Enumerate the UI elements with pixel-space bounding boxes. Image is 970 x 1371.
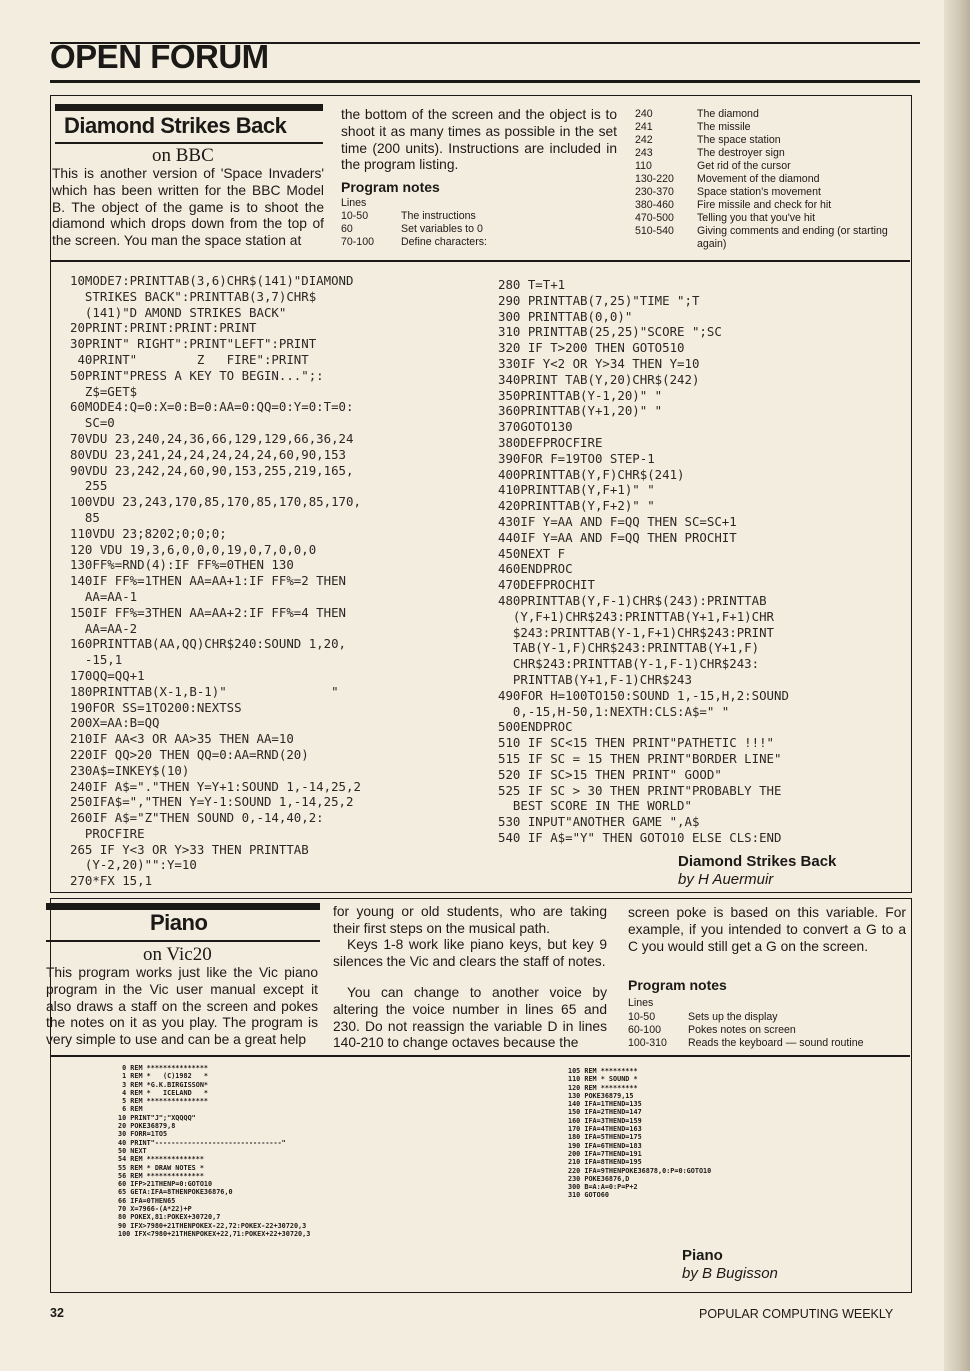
note-lines: 60 [341, 223, 353, 235]
piano-listing-left: 0 REM *************** 1 REM * (C)1982 * 3 REM *G.K.BIRGISSON* 4 REM * ICELAND * 5 REM *************** 6 REM 10 PRINT"J";"XQQQQ" 20 POKE36879,8 30 FORR=1TO5 40 PRINT"-------------------------------" 50 NEXT 54 REM ************** 55 REM * DRAW NOTES * 56 REM ************** 60 IFP>21THENP=0:GOTO10 65 GETA:IFA=8THENPOKE36876,0 66 IFA=0THEN65 70 X=7966-(A*22)+P 80 POKEX,81:POKEX+30720,7 90 IFX>7980+21THENPOKEX-22,72:POKEX-22+30720,3 100 IFX<7980+21THENPOKEX+22,71:POKEX+22+30720,3 [118, 1064, 311, 1238]
note-lines: 243 [635, 147, 653, 159]
diamond-note-row [635, 147, 913, 160]
note-desc: Giving comments and ending (or starting again) [697, 225, 888, 250]
piano-intro-col2c: You can change to another voice by altering the voice number in lines 65 and 230. Do not reassign the variable D in lines 140-210 to change octaves because the [333, 985, 607, 1051]
diamond-title: Diamond Strikes Back [64, 113, 287, 138]
note-lines: 10-50 [628, 1011, 656, 1023]
page-number: 32 [50, 1306, 64, 1320]
note-lines: 380-460 [635, 199, 674, 211]
note-desc: Sets up the display [688, 1011, 778, 1023]
piano-intro-col2b: Keys 1-8 work like piano keys, but key 9 silences the Vic and clears the staff of notes. [333, 937, 607, 969]
diamond-notes-heading: Program notes [341, 179, 440, 195]
piano-title: Piano [150, 910, 208, 935]
note-desc: Telling you that you've hit [697, 212, 816, 224]
diamond-notes-table-b [635, 108, 913, 251]
piano-credit-title: Piano [682, 1247, 723, 1264]
note-desc: Fire missile and check for hit [697, 199, 832, 211]
note-lines: 60-100 [628, 1024, 661, 1036]
note-lines: 230-370 [635, 186, 674, 198]
header-bottom-rule [50, 80, 920, 83]
note-desc: The destroyer sign [697, 147, 785, 159]
diamond-note-row [635, 160, 913, 173]
diamond-subtitle: on BBC [152, 145, 214, 166]
piano-title-bar [46, 903, 320, 910]
diamond-credit-author: by H Auermuir [678, 871, 774, 888]
page-spine-shadow [944, 0, 970, 1371]
diamond-note-row [635, 108, 913, 121]
diamond-note-row [635, 199, 913, 212]
note-desc: Set variables to 0 [401, 223, 483, 235]
note-desc: Movement of the diamond [697, 173, 820, 185]
diamond-intro-col2: the bottom of the screen and the object is to shoot it as many times as possible in the set time (200 units). Instructions are included in the program listing. [341, 107, 617, 173]
diamond-title-rule [55, 142, 323, 144]
piano-lines-label: Lines [628, 997, 654, 1009]
note-lines: 130-220 [635, 173, 674, 185]
note-lines: 470-500 [635, 212, 674, 224]
note-lines: 10-50 [341, 210, 369, 222]
piano-note-row [628, 1024, 908, 1037]
note-lines: 510-540 [635, 225, 674, 237]
note-desc: Space station's movement [697, 186, 821, 198]
piano-listing-right: 105 REM ********* 110 REM * SOUND * 120 REM ********* 130 POKE36879,15 140 IFA=1THEND=135 150 IFA=2THEND=147 160 IFA=3THEND=159 170 IFA=4THEND=163 180 IFA=5THEND=175 190 IFA=6THEND=183 200 IFA=7THEND=191 210 IFA=8THEND=195 220 IFA=9THENPOKE36878,0:P=0:GOTO10 230 POKE36876,D 300 B=A:A=0:P=P+2 310 GOTO60 [568, 1067, 712, 1200]
diamond-listing-rule [50, 260, 910, 262]
diamond-notes-table-a [341, 210, 621, 249]
piano-notes-heading: Program notes [628, 977, 727, 993]
note-desc: Define characters: [401, 236, 487, 248]
piano-listing-rule [50, 1055, 910, 1057]
diamond-credit-title: Diamond Strikes Back [678, 853, 837, 870]
note-lines: 70-100 [341, 236, 374, 248]
piano-note-row [628, 1011, 908, 1024]
piano-title-rule [46, 940, 320, 942]
piano-intro-col3: screen poke is based on this variable. For example, if you intended to convert a G to a C you would still get a G on the screen. [628, 905, 906, 954]
note-lines: 241 [635, 121, 653, 133]
note-lines: 110 [635, 160, 652, 172]
note-lines: 240 [635, 108, 653, 120]
diamond-lines-label: Lines [341, 197, 367, 209]
magazine-name: POPULAR COMPUTING WEEKLY [699, 1307, 894, 1321]
diamond-note-row [635, 134, 913, 147]
section-title: OPEN FORUM [50, 38, 269, 75]
piano-intro-col1: This program works just like the Vic piano program in the Vic user manual except it also draws a staff on the screen and pokes the notes on it as you play. The program is very simple to use and can be a great help [46, 965, 318, 1048]
diamond-note-row [635, 121, 913, 134]
note-desc: The missile [697, 121, 751, 133]
note-desc: Pokes notes on screen [688, 1024, 796, 1036]
diamond-note-row [341, 210, 621, 223]
note-desc: Reads the keyboard — sound routine [688, 1037, 864, 1049]
diamond-title-bar [55, 104, 323, 111]
diamond-listing-right: 280 T=T+1 290 PRINTTAB(7,25)"TIME ";T 300 PRINTTAB(0,0)" 310 PRINTTAB(25,25)"SCORE ";SC 320 IF T>200 THEN GOTO510 330IF Y<2 OR Y>34 THEN Y=10 340PRINT TAB(Y,20)CHR$(242) 350PRINTTAB(Y-1,20)" " 360PRINTTAB(Y+1,20)" " 370GOTO130 380DEFPROCFIRE 390FOR F=19TO0 STEP-1 400PRINTTAB(Y,F)CHR$(241) 410PRINTTAB(Y,F+1)" " 420PRINTTAB(Y,F+2)" " 430IF Y=AA AND F=QQ THEN SC=SC+1 440IF Y=AA AND F=QQ THEN PROCHIT 450NEXT F 460ENDPROC 470DEFPROCHIT 480PRINTTAB(Y,F-1)CHR$(243):PRINTTAB (Y,F+1)CHR$243:PRINTTAB(Y+1,F+1)CHR $243:PRINTTAB(Y-1,F+1)CHR$243:PRINT TAB(Y-1,F)CHR$243:PRINTTAB(Y+1,F) CHR$243:PRINTTAB(Y-1,F-1)CHR$243: PRINTTAB(Y+1,F-1)CHR$243 490FOR H=100TO150:SOUND 1,-15,H,2:SOUND 0,-15,H-50,1:NEXTH:CLS:A$=" " 500ENDPROC 510 IF SC<15 THEN PRINT"PATHETIC !!!" 515 IF SC = 15 THEN PRINT"BORDER LINE" 520 IF SC>15 THEN PRINT" GOOD" 525 IF SC > 30 THEN PRINT"PROBABLY THE BEST SCORE IN THE WORLD" 530 INPUT"ANOTHER GAME ",A$ 540 IF A$="Y" THEN GOTO10 ELSE CLS:END [498, 277, 789, 845]
note-desc: Get rid of the cursor [697, 160, 791, 172]
note-desc: The space station [697, 134, 781, 146]
diamond-note-row [635, 212, 913, 225]
piano-intro-col2a: for young or old students, who are taking their first steps on the musical path. [333, 904, 607, 936]
note-desc: The instructions [401, 210, 476, 222]
note-desc: The diamond [697, 108, 759, 120]
note-lines: 100-310 [628, 1037, 667, 1049]
diamond-note-row [341, 223, 621, 236]
piano-note-row [628, 1037, 908, 1050]
diamond-note-row [635, 225, 913, 251]
diamond-listing-left: 10MODE7:PRINTTAB(3,6)CHR$(141)"DIAMOND STRIKES BACK":PRINTTAB(3,7)CHR$ (141)"D AMOND STRIKES BACK" 20PRINT:PRINT:PRINT:PRINT 30PRINT" RIGHT":PRINT"LEFT":PRINT 40PRINT" Z FIRE":PRINT 50PRINT"PRESS A KEY TO BEGIN...";: Z$=GET$ 60MODE4:Q=0:X=0:B=0:AA=0:QQ=0:Y=0:T=0: SC=0 70VDU 23,240,24,36,66,129,129,66,36,24 80VDU 23,241,24,24,24,24,24,60,90,153 90VDU 23,242,24,60,90,153,255,219,165, 255 100VDU 23,243,170,85,170,85,170,85,170, 85 110VDU 23;8202;0;0;0; 120 VDU 19,3,6,0,0,0,19,0,7,0,0,0 130FF%=RND(4):IF FF%=0THEN 130 140IF FF%=1THEN AA=AA+1:IF FF%=2 THEN AA=AA-1 150IF FF%=3THEN AA=AA+2:IF FF%=4 THEN AA=AA-2 160PRINTTAB(AA,QQ)CHR$240:SOUND 1,20, -15,1 170QQ=QQ+1 180PRINTTAB(X-1,B-1)" " 190FOR SS=1TO200:NEXTSS 200X=AA:B=QQ 210IF AA<3 OR AA>35 THEN AA=10 220IF QQ>20 THEN QQ=0:AA=RND(20) 230A$=INKEY$(10) 240IF A$="."THEN Y=Y+1:SOUND 1,-14,25,2 250IFA$=","THEN Y=Y-1:SOUND 1,-14,25,2 260IF A$="Z"THEN SOUND 0,-14,40,2: PROCFIRE 265 IF Y<3 OR Y>33 THEN PRINTTAB (Y-2,20)"":Y=10 270*FX 15,1 [70, 273, 361, 889]
piano-credit-author: by B Bugisson [682, 1265, 778, 1282]
piano-notes-table [628, 1011, 908, 1050]
diamond-intro-col1: This is another version of 'Space Invaders' which has been written for the BBC Model B. The object of the game is to shoot the diamond which drops down from the top of the screen. You man the space station at [52, 166, 324, 249]
diamond-note-row [635, 186, 913, 199]
diamond-note-row [635, 173, 913, 186]
piano-subtitle: on Vic20 [143, 944, 212, 965]
diamond-note-row [341, 236, 621, 249]
note-lines: 242 [635, 134, 653, 146]
